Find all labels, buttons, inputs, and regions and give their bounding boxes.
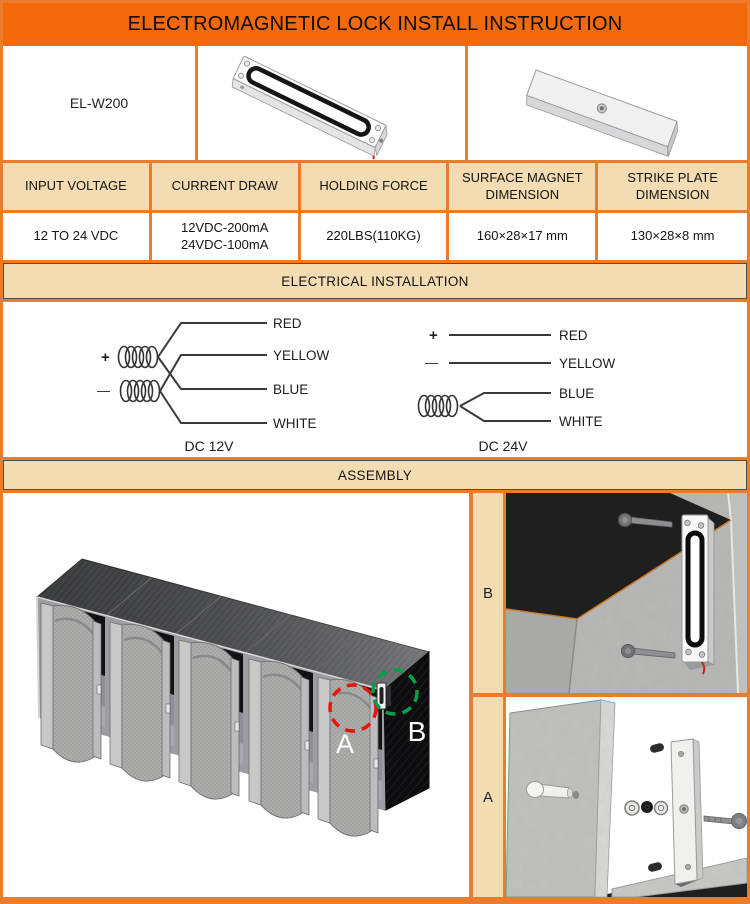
- assembly-section-header: ASSEMBLY: [3, 460, 747, 493]
- spec-header-magnet-dimension: SURFACE MAGNET DIMENSION: [449, 163, 598, 210]
- door-1: [41, 603, 101, 762]
- dc24-plus-sign: +: [429, 327, 438, 344]
- cabinet-assembly-drawing: [3, 493, 469, 897]
- strike-plate: [671, 739, 703, 887]
- electromagnetic-lock-image: [198, 48, 465, 159]
- spec-header-row: [3, 163, 747, 213]
- wiring-section: [3, 302, 747, 460]
- value-line: 12 TO 24 VDC: [33, 228, 119, 244]
- dc24-wire-label-yellow: YELLOW: [559, 356, 616, 371]
- detail-a-label: A: [482, 788, 493, 806]
- detail-b-label: B: [482, 584, 493, 602]
- dc12-wire-label-white: WHITE: [273, 416, 317, 431]
- spec-header-plate-dimension: STRIKE PLATE DIMENSION: [598, 163, 747, 210]
- dc24-wire-label-white: WHITE: [559, 414, 603, 429]
- detail-a-image: [506, 697, 747, 897]
- spec-header-current-draw: CURRENT DRAW: [152, 163, 301, 210]
- spec-value-input-voltage: [3, 213, 152, 260]
- value-line: 12VDC-200mA: [180, 219, 269, 235]
- title-bar: [3, 3, 747, 46]
- electromagnetic-lock: [682, 515, 714, 674]
- door-2: [110, 622, 170, 781]
- value-line: 130×28×8 mm: [630, 228, 715, 244]
- detail-a-label-cell: [473, 697, 503, 897]
- spec-value-row: [3, 213, 747, 263]
- spec-value-holding-force: [301, 213, 450, 260]
- model-name: EL-W200: [69, 95, 129, 111]
- washers: [625, 801, 668, 815]
- detail-b-label-cell: [473, 493, 503, 693]
- dc24-wires: [449, 335, 551, 421]
- wiring-diagram-dc24: [381, 302, 733, 457]
- spec-header-holding-force: HOLDING FORCE: [301, 163, 450, 210]
- dc24-coil: [419, 396, 458, 417]
- dc12-minus-sign: —: [97, 383, 110, 398]
- spec-value-current-draw: [152, 213, 301, 260]
- value-line: 24VDC-100mA: [180, 236, 269, 252]
- lock-image-cell: [198, 46, 468, 160]
- door-4: [249, 659, 309, 818]
- dc12-caption: DC 12V: [184, 438, 234, 454]
- dc12-wires: [158, 323, 267, 423]
- strike-plate-image: [468, 48, 747, 159]
- assembly-section: [3, 493, 747, 897]
- dc12-wire-label-blue: BLUE: [273, 382, 309, 397]
- page-title: ELECTROMAGNETIC LOCK INSTALL INSTRUCTION: [127, 13, 623, 35]
- dc24-wire-label-blue: BLUE: [559, 386, 595, 401]
- value-line: 160×28×17 mm: [476, 228, 568, 244]
- product-row: [3, 46, 747, 163]
- dc12-plus-sign: +: [101, 349, 110, 366]
- dc12-coil-negative: [121, 381, 160, 402]
- callout-letter-a: A: [335, 729, 355, 759]
- spec-header-input-voltage: INPUT VOLTAGE: [3, 163, 152, 210]
- dc24-caption: DC 24V: [478, 438, 528, 454]
- spec-value-plate-dimension: [598, 213, 747, 260]
- model-cell: [3, 46, 198, 160]
- dc12-coil-positive: [119, 347, 158, 368]
- spec-value-magnet-dimension: [449, 213, 598, 260]
- callout-letter-b: B: [407, 716, 427, 747]
- detail-b-image: [506, 493, 747, 693]
- dc12-wire-label-yellow: YELLOW: [273, 348, 330, 363]
- value-line: 220LBS(110KG): [326, 228, 421, 244]
- electrical-section-header: ELECTRICAL INSTALLATION: [3, 263, 747, 302]
- dc24-wire-label-red: RED: [559, 328, 588, 343]
- strike-plate-image-cell: [468, 46, 747, 160]
- door-3: [179, 640, 239, 799]
- dc12-wire-label-red: RED: [273, 316, 302, 331]
- dc24-minus-sign: —: [425, 355, 438, 370]
- wiring-diagram-dc12: [21, 302, 373, 457]
